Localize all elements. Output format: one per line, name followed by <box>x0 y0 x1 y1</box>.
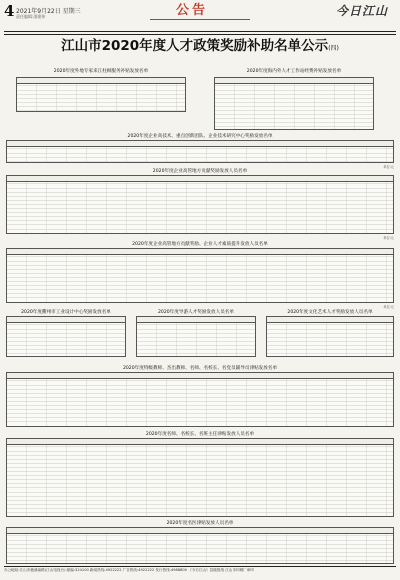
headline-suffix: (四) <box>328 45 339 52</box>
table-block <box>6 133 394 163</box>
table-block <box>214 68 374 130</box>
table-title: 2020年度衢州市工业设计中心奖励发放名单 <box>21 310 111 315</box>
table-grid <box>6 140 394 163</box>
editor-line: 责任编辑:邵建伟 <box>16 14 46 19</box>
table-grid <box>6 527 394 564</box>
table-title: 2020年度特级教师、杰出教师、名师、名校长、名党员辅导员津贴发放名单 <box>122 366 278 371</box>
section-title: 公告 <box>176 3 209 18</box>
table-header-row <box>7 141 393 147</box>
table-unit-note: 单位:元 <box>383 165 394 169</box>
table-block <box>6 309 126 357</box>
table-block <box>16 68 186 112</box>
table-header-row <box>7 249 393 255</box>
table-title: 2020年度名医津贴发放人员名单 <box>166 521 234 526</box>
table-grid <box>136 316 256 357</box>
table-grid <box>16 77 186 112</box>
table-header-row <box>137 317 255 323</box>
masthead-rule-thin <box>4 34 396 35</box>
table-title: 2020年度海内外人才工作站经费补贴发放名单 <box>246 69 342 74</box>
table-grid <box>6 248 394 303</box>
page-headline <box>0 38 400 57</box>
table-header-row <box>267 317 393 323</box>
table-block <box>6 431 394 517</box>
table-header-row <box>7 176 393 182</box>
headline-title: 江山市2020年度人才政策奖励补助名单公示 <box>61 38 329 54</box>
footer-info: 办公地址:江山市鹿溪南路(江山电视台) 邮编:324100 新闻热线:4922222 广告热线:4922222 发行热线:4988800 《今日江山》县级报纸 江山市印刷厂承印 <box>4 568 254 572</box>
masthead-rule <box>4 31 396 32</box>
table-grid <box>6 438 394 517</box>
section-underline <box>150 19 250 20</box>
table-title: 2020年度企业高管地方贡献奖励发放人员名单 <box>152 169 248 174</box>
table-header-row <box>7 439 393 445</box>
table-block <box>266 309 394 357</box>
table-grid <box>6 372 394 427</box>
table-title: 2020年度导游人才奖励发放人员名单 <box>157 310 234 315</box>
table-title: 2020年度名师、名校长、名班主任津贴发放人员名单 <box>145 432 255 437</box>
table-header-row <box>7 528 393 534</box>
table-grid <box>266 316 394 357</box>
table-block <box>6 241 394 303</box>
table-header-row <box>7 317 125 323</box>
table-block <box>6 365 394 427</box>
table-block <box>136 309 256 357</box>
table-header-row <box>7 373 393 379</box>
table-unit-note: 单位:元 <box>383 236 394 240</box>
table-unit-note: 单位:元 <box>383 305 394 309</box>
table-header-row <box>215 78 373 84</box>
table-title: 2020年度外地专家来江柱顾服务补贴发放名单 <box>53 69 149 74</box>
table-block <box>6 168 394 234</box>
date-line: 2021年9月22日 星期三 <box>16 8 81 15</box>
table-title: 2020年度文化艺术人才奖励发放人员名单 <box>287 310 373 315</box>
footer-rule <box>4 566 396 567</box>
table-grid <box>214 77 374 130</box>
table-title: 2020年度企业高管地方贡献奖励、企业人才素质提升发放人员名单 <box>132 242 268 247</box>
table-block <box>6 520 394 564</box>
table-header-row <box>17 78 185 84</box>
table-grid <box>6 316 126 357</box>
table-title: 2020年度企业高技术、重点创新团队、企业技术研究中心奖励发放名单 <box>127 134 273 139</box>
masthead <box>0 0 400 34</box>
page-number: 4 <box>4 2 15 20</box>
table-grid <box>6 175 394 234</box>
newspaper-logo: 今日江山 <box>335 4 388 18</box>
